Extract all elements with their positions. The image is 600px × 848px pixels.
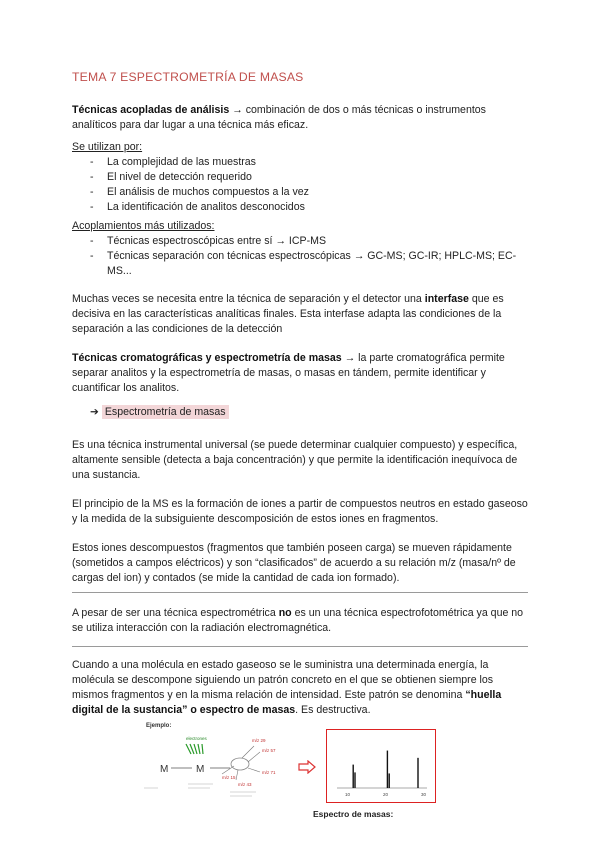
term-coupled-techniques: Técnicas acopladas de análisis bbox=[72, 104, 230, 116]
arrow-icon: ➔ bbox=[90, 406, 99, 418]
section-heading-ms bbox=[90, 405, 229, 420]
uses-list bbox=[72, 155, 528, 215]
paragraph-not-spectrophotometric bbox=[72, 606, 528, 636]
text-run: Muchas veces se necesita entre la técnica de separación y el detector una bbox=[72, 293, 425, 305]
molecule-label: M bbox=[160, 764, 169, 775]
fragment-label: m/z 71 bbox=[262, 770, 276, 775]
term-interface: interfase bbox=[424, 293, 469, 305]
list-item: - Técnicas espectroscópicas entre sí → ICP-MS bbox=[72, 234, 528, 249]
fragmentation-diagram bbox=[138, 722, 288, 804]
couplings-heading: Acoplamientos más utilizados: bbox=[72, 220, 215, 232]
uses-heading: Se utilizan por: bbox=[72, 141, 143, 153]
divider bbox=[72, 592, 528, 593]
figure-caption: Espectro de masas: bbox=[313, 809, 394, 819]
list-item: - El análisis de muchos compuestos a la vez bbox=[72, 185, 528, 200]
text-run: que es decisiva en las características analíticas finales. Esta interfase adapta las condiciones de la separación a las condiciones de la detección bbox=[72, 293, 504, 335]
mass-spectrum-plot bbox=[327, 730, 435, 802]
fragment-label: m/z 57 bbox=[262, 748, 276, 753]
list-item: - El nivel de detección requerido bbox=[72, 170, 528, 185]
electron-arrows bbox=[186, 744, 203, 754]
paragraph-coupled-techniques bbox=[72, 103, 528, 133]
section-heading-label: Espectrometría de masas bbox=[102, 405, 229, 419]
text-run: A pesar de ser una técnica espectrométrica bbox=[72, 607, 279, 619]
text-run: → la parte cromatográfica permite separar analitos y la espectrometría de masas, o masas en tándem, permite identificar y cuantificar los analitos. bbox=[72, 352, 505, 394]
term-chromatography-ms: Técnicas cromatográficas y espectrometría de masas bbox=[72, 352, 342, 364]
emphasis-no: no bbox=[278, 607, 292, 619]
text-run: es un una técnica espectrofotométrica ya que no se utiliza interacción con la radiación electromagnética. bbox=[72, 607, 524, 634]
paragraph-interface bbox=[72, 292, 528, 337]
fragment-label: m/z 43 bbox=[238, 782, 252, 787]
uses-section bbox=[72, 140, 528, 215]
arrow-right-icon bbox=[298, 760, 316, 774]
diagram-caption: Ejemplo: bbox=[146, 723, 172, 729]
list-item: - Técnicas separación con técnicas espectroscópicas → GC-MS; GC-IR; HPLC-MS; EC-MS... bbox=[72, 249, 528, 279]
ion-label: M bbox=[196, 764, 205, 775]
term-mass-spectrum: “huella digital de la sustancia” o espectro de masas bbox=[72, 689, 502, 716]
tick-label: 30 bbox=[421, 792, 427, 797]
paragraph-fingerprint bbox=[72, 658, 528, 718]
tick-label: 20 bbox=[383, 792, 389, 797]
paragraph-universal: Es una técnica instrumental universal (se puede determinar cualquier compuesto) y específica, altamente sensible (detecta a baja concentración) y que permite la identificación inequívoca de una sustancia. bbox=[72, 439, 518, 481]
energy-label: electrones bbox=[186, 736, 207, 741]
tick-label: 10 bbox=[345, 792, 351, 797]
fragment-cluster bbox=[231, 758, 249, 770]
couplings-list bbox=[72, 234, 528, 279]
text-run: . Es destructiva. bbox=[295, 704, 371, 716]
mass-spectrum-frame bbox=[326, 729, 436, 803]
list-item: - La identificación de analitos desconocidos bbox=[72, 200, 528, 215]
fragment-label: m/z 29 bbox=[252, 738, 266, 743]
paragraph-ions: Estos iones descompuestos (fragmentos que también poseen carga) se mueven rápidamente (sometidos a campos eléctricos) y son “clasificados” de acuerdo a su relación m/z (masa/nº de cargas del ion) y contados (se mide la cantidad de cada ion formado). bbox=[72, 542, 516, 584]
couplings-section bbox=[72, 219, 528, 279]
definition-text: → combinación de dos o más técnicas o instrumentos analíticos para dar lugar a una técnica más eficaz. bbox=[72, 104, 486, 131]
text-run: Cuando a una molécula en estado gaseoso se le suministra una determinada energía, la molécula se descompone siguiendo un patrón concreto en el que se obtienen siempre los mismos fragmentos y en la misma relación de intensidad. Este patrón se denomina bbox=[72, 659, 494, 701]
page-title: TEMA 7 ESPECTROMETRÍA DE MASAS bbox=[72, 70, 304, 84]
list-item: - La complejidad de las muestras bbox=[72, 155, 528, 170]
paragraph-chromatography-ms bbox=[72, 351, 528, 396]
fragment-label: m/z 15 bbox=[222, 775, 236, 780]
divider bbox=[72, 646, 528, 647]
paragraph-principle: El principio de la MS es la formación de iones a partir de compuestos neutros en estado gaseoso y la medida de la subsiguiente descomposición de estos iones en fragmentos. bbox=[72, 498, 528, 525]
